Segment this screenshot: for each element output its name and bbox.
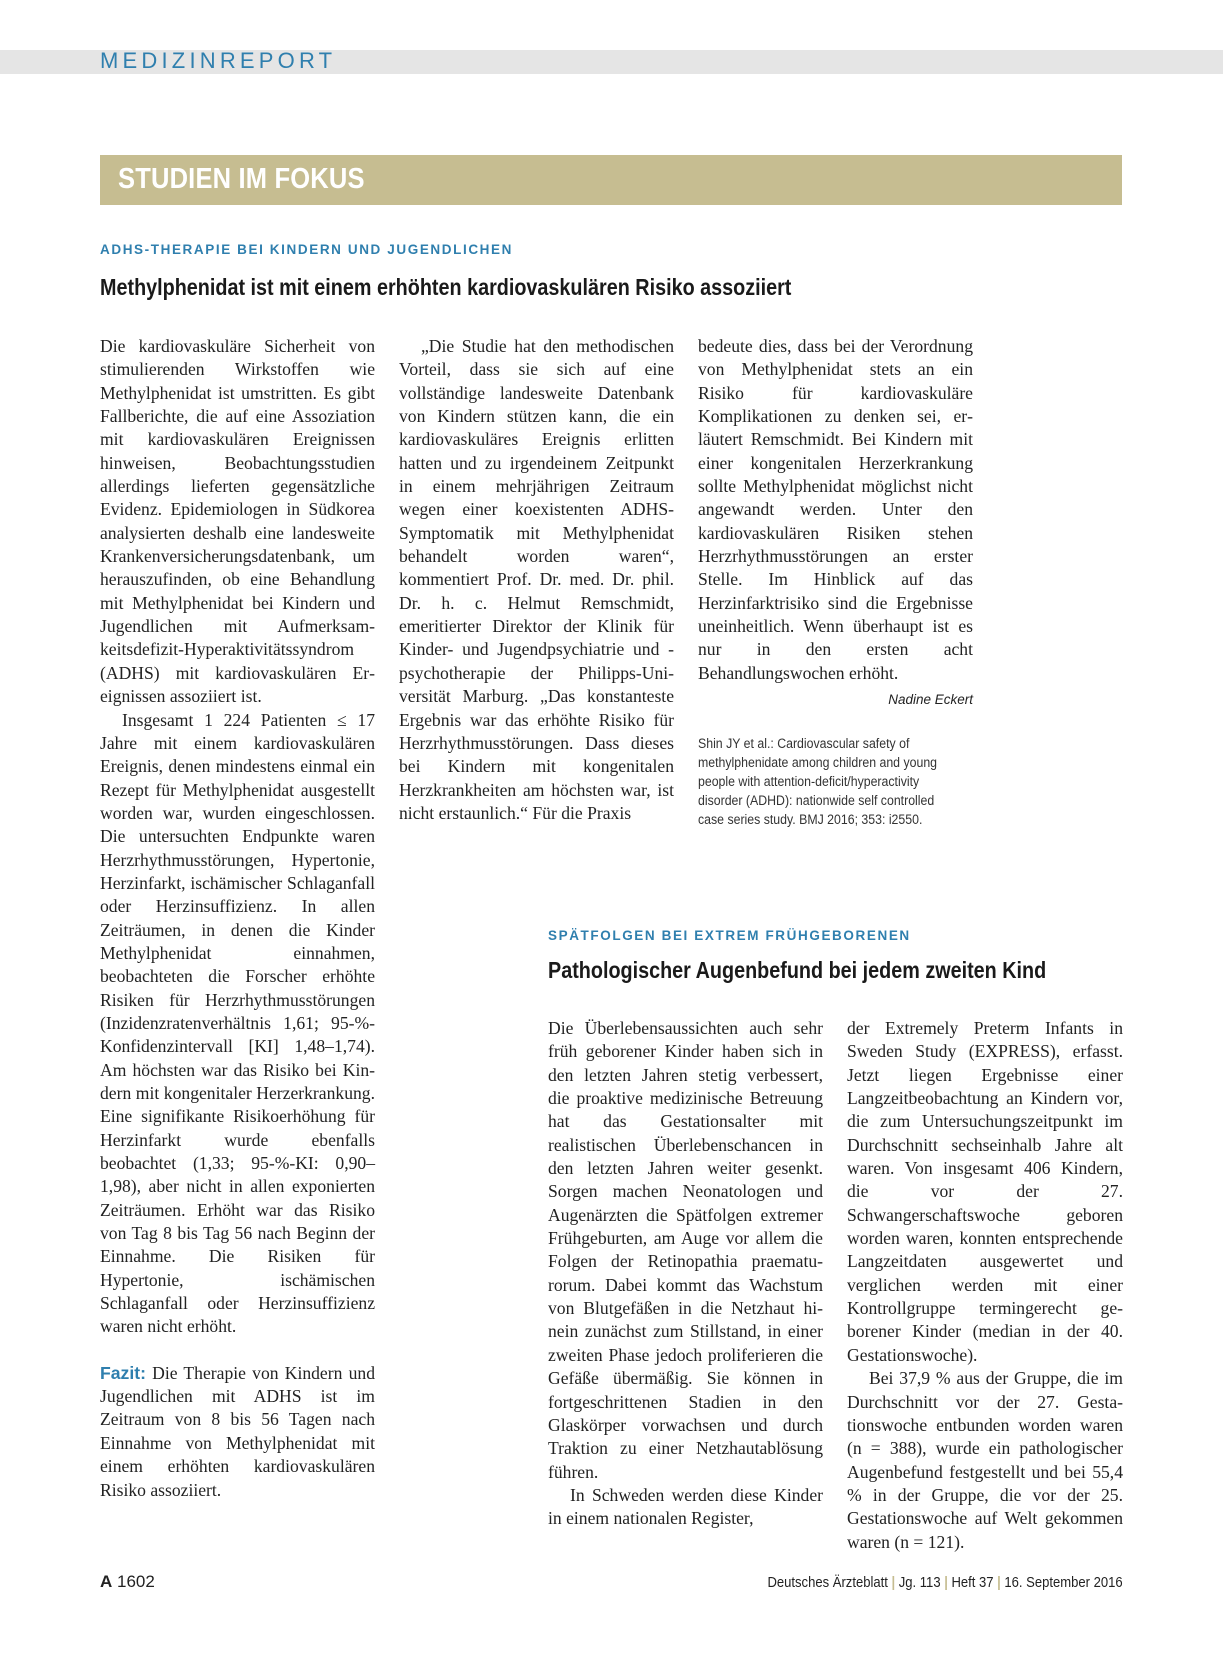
article1-fazit xyxy=(100,1362,375,1502)
section-banner xyxy=(100,155,1122,205)
article2-kicker: SPÄTFOLGEN BEI EXTREM FRÜHGEBORENEN xyxy=(548,928,911,943)
article1-column-2: „Die Studie hat den methodischen Vorteil, dass sie sich auf eine vollständige landesweite Datenbank von Kindern stützen kann, die ein kardiovaskuläres Ereignis erlitten hatten und zu irgendeinem Zeitpunkt in einem mehrjährigen Zeitraum wegen einer koexistenten ADHS-Symptomatik mit Methylphenidat behandelt worden waren“, kommentiert Prof. Dr. med. Dr. phil. Dr. h. c. Helmut Remschmidt, emeritierter Direktor der Klinik für Kinder- und Jugendpsychiatrie und -psychotherapie der Philipps-Universität Marburg. „Das konstanteste Ergebnis war das erhöhte Risiko für Herzrhythmusstörungen. Dass dieses bei Kindern mit kongenitalen Herzkrankheiten am höchsten war, ist nicht erstaunlich.“ Für die Praxis xyxy=(399,336,674,823)
article2-paragraph: In Schweden werden diese Kinder in einem nationalen Register, xyxy=(548,1484,823,1529)
article2-paragraph: der Extremely Preterm Infants in Sweden Study (EXPRESS), erfasst. Jetzt liegen Ergebnisse einer Langzeitbeobachtung an Kindern vor, die zum Untersuchungszeitpunkt im Durchschnitt sechseinhalb Jahre alt waren. Von insgesamt 406 Kindern, die vor der 27. Schwangerschaftswoche geboren worden waren, konnten entsprechende Langzeitdaten ausgewertet und verglichen werden mit einer Kontrollgruppe termingerecht geborener Kinder (median in der 40. Gestationswoche). xyxy=(847,1018,1123,1365)
page-number-value: 1602 xyxy=(117,1572,155,1591)
journal-issue: Heft 37 xyxy=(951,1575,994,1591)
article2-headline: Pathologischer Augenbefund bei jedem zweiten Kind xyxy=(548,957,1047,983)
article1-column-3: bedeute dies, dass bei der Verordnung von Methylphenidat stets an ein Risiko für kardiovaskuläre Komplikationen zu denken sei, erläutert Remschmidt. Bei Kindern mit einer kongenitalen Herzerkrankung sollte Methylphenidat möglichst nicht angewandt werden. Unter den kardiovaskulären Risiken stehen Herzrhythmusstörungen an erster Stelle. Im Hinblick auf das Herzinfarktrisiko sind die Ergebnisse uneinheitlich. Wenn überhaupt ist es nur in den ersten acht Behandlungswochen erhöht. xyxy=(698,336,973,683)
article1-paragraph: Die kardiovaskuläre Sicherheit von stimulierenden Wirkstoffen wie Methylphenidat ist umstritten. Es gibt Fallberichte, die auf eine Assoziation mit kardiovaskulären Ereignissen hinweisen, Beobachtungsstudien allerdings lieferten gegensätzliche Evidenz. Epidemiologen in Südkorea analysierten deshalb eine landesweite Krankenversicherungsdatenbank, um herauszufinden, ob eine Behandlung mit Methylphenidat bei Kindern und Jugendlichen mit Aufmerksamkeitsdefizit-Hyperaktivitätssyndrom (ADHS) mit kardiovaskulären Ereignissen assoziiert ist. xyxy=(100,336,375,707)
article2-paragraph: Bei 37,9 % aus der Gruppe, die im Durchschnitt vor der 27. Gestationswoche entbunden worden waren (n = 388), wurde ein pathologischer Augenbefund festgestellt und bei 55,4 % in der Gruppe, die vor der 25. Gestationswoche auf Welt gekommen waren (n = 121). xyxy=(847,1368,1123,1552)
journal-name: Deutsches Ärzteblatt xyxy=(767,1575,889,1591)
section-label: MEDIZINREPORT xyxy=(100,48,337,73)
journal-volume: Jg. 113 xyxy=(899,1575,941,1591)
page-prefix: A xyxy=(100,1572,113,1591)
article1-paragraph: Insgesamt 1 224 Patienten ≤ 17 Jahre mit einem kardiovaskulären Ereignis, denen mindestens einmal ein Rezept für Methylphenidat ausgestellt worden war, wurden eingeschlossen. Die untersuchten Endpunkte waren Herzrhythmusstörungen, Hypertonie, Herzinfarkt, ischämischer Schlaganfall oder Herzinsuffizienz. In allen Zeiträumen, in denen die Kinder Methylphenidat einnahmen, beobachteten die Forscher erhöhte Risiken für Herzrhythmusstörungen (Inzidenzratenverhältnis 1,61; 95-%-Konfidenzintervall [KI] 1,48–1,74). Am höchsten war das Risiko bei Kindern mit kongenitaler Herzerkrankung. Eine signifikante Risikoerhöhung für Herzinfarkt wurde ebenfalls beobachtet (1,33; 95-%-KI: 0,90–1,98), aber nicht in allen exponierten Zeiträumen. Erhöht war das Risiko von Tag 8 bis Tag 56 nach Beginn der Einnahme. Die Risiken für Hypertonie, ischämischen Schlaganfall oder Herzinsuffizienz waren nicht erhöht. xyxy=(100,709,375,1337)
article1-headline: Methylphenidat ist mit einem erhöhten kardiovaskulären Risiko assoziiert xyxy=(100,274,792,300)
journal-date: 16. September 2016 xyxy=(1004,1575,1123,1591)
footer-citation: Deutsches Ärzteblatt | Jg. 113 | Heft 37 | 16. September 2016 xyxy=(767,1575,1123,1591)
article2-paragraph: Die Überlebensaussichten auch sehr früh geborener Kinder haben sich in den letzten Jahren stetig verbessert, die proaktive medizinische Betreuung hat das Gestationsalter mit realistischen Überlebenschancen in den letzten Jahren weiter gesenkt. Sorgen machen Neonatologen und Augenärzten die Spätfolgen extremer Frühgeburten, am Auge vor allem die Folgen der Retinopathia praematurorum. Dabei kommt das Wachstum von Blutgefäßen in die Netzhaut hinein zunächst zum Stillstand, in einer zweiten Phase jedoch proliferieren die Gefäße übermäßig. Sie können in fortgeschrittenen Stadien in den Glaskörper vorwachsen und durch Traktion zu einer Netzhautablösung führen. xyxy=(548,1018,823,1482)
article1-reference: Shin JY et al.: Cardiovascular safety of methylphenidate among children and young people with attention-deficit/hyperactivity disorder (ADHD): nationwide self controlled case series study. BMJ 2016; 353: i2550. xyxy=(698,736,938,827)
fazit-text: Die Therapie von Kindern und Jugendlichen mit ADHS ist im Zeitraum von 8 bis 56 Tagen nach Einnahme von Methylphenidat mit einem erhöhten kardiovaskulären Risiko assoziiert. xyxy=(100,1362,375,1500)
article1-column-1 xyxy=(100,335,375,1502)
article1-author: Nadine Eckert xyxy=(888,692,973,707)
article2-column-1 xyxy=(548,1017,823,1531)
fazit-label: Fazit: xyxy=(100,1362,146,1383)
article2-column-2 xyxy=(847,1017,1123,1554)
article1-kicker: ADHS-THERAPIE BEI KINDERN UND JUGENDLICHEN xyxy=(100,242,513,257)
page-number xyxy=(100,1572,155,1592)
banner-title: STUDIEN IM FOKUS xyxy=(118,163,365,195)
